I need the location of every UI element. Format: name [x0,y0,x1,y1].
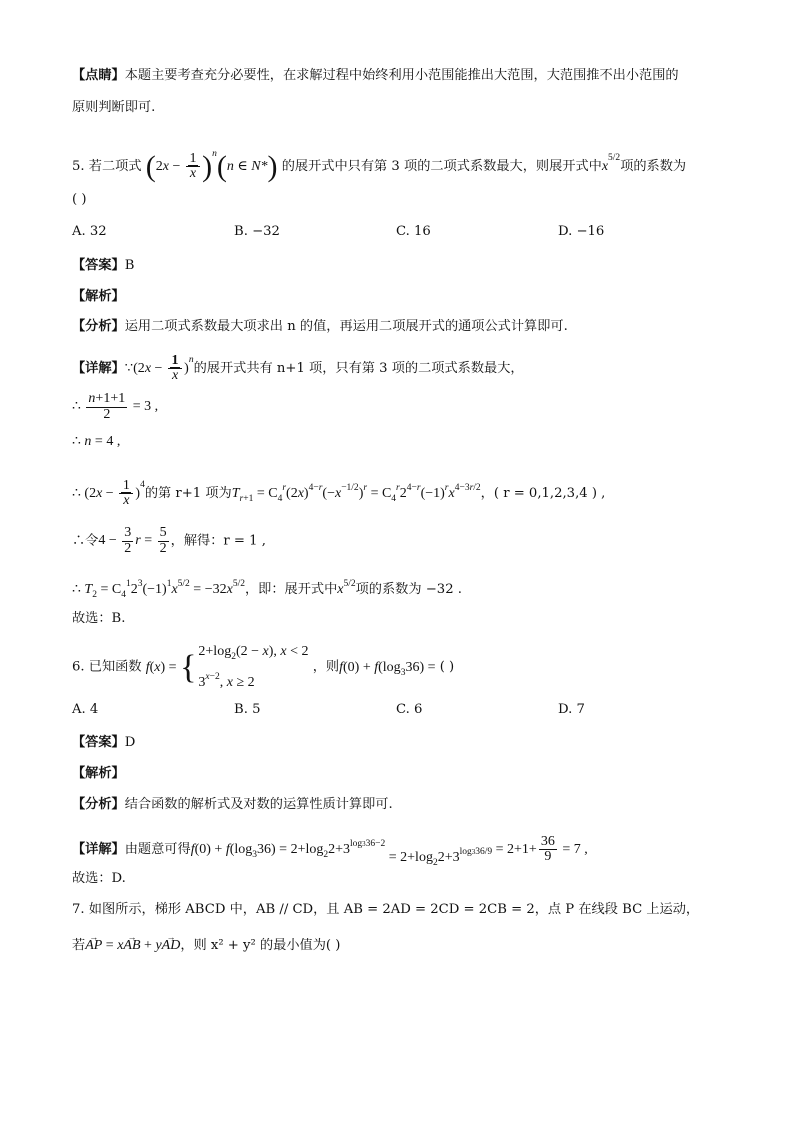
note-line-2: 原则判断即可. [72,100,156,115]
q5-option-c: C. 16 [396,224,431,239]
q6-detail: 【详解】由题意可得$f(0) + f(\log_336) = 2+\log_22+3^{log336-2} = 2+\log_22+3^{log336/9} = 2+1+$ $\frac{36}{9}$ = 7 , [72,833,588,868]
q5-choose: 故选：B. [72,611,126,626]
q6-fenxi: 【分析】结合函数的解析式及对数的运算性质计算即可. [72,797,393,812]
q6-function: f(x) = { $2+\log_2(2 - x)$, x < 2 $3^{x-2}$, x ≥ 2 [145,644,309,690]
q6-option-d: D. 7 [558,702,585,717]
q5-option-b: B. −32 [234,224,280,239]
q6-option-b: B. 5 [234,702,261,717]
q5-option-a: A. 32 [72,224,107,239]
q6-stem: 6. 已知函数 f(x) = { $2+\log_2(2 - x)$, x < 2 $3^{x-2}$, x ≥ 2 ，则$f(0) + f(\log_336)$ = ( ) [72,644,455,690]
q5-stem: 5. 若二项式 (2x − $\frac{1}{x}$ )$^n$(n ∈ N*) 的展开式中只有第 3 项的二项式系数最大，则展开式中$x^{5/2}$项的系数为 [72,149,687,183]
q7-stem-2: 若→ AP = x→ AB + y→ AD，则 x² + y² 的最小值为( ) [72,936,734,956]
q6-answer: 【答案】D [72,735,136,750]
q7-stem-1: 7. 如图所示，梯形 ABCD 中，AB // CD，且 AB = 2AD = 2CD = 2CB = 2，点 P 在线段 BC 上运动， [72,902,700,917]
q5-step-3: ∴ n = 4 , [72,434,121,449]
note-line-1: 【点睛】本题主要考查充分必要性，在求解过程中始终利用小范围能推出大范围，大范围推不出小范围的 [72,68,679,83]
q6-option-a: A. 4 [72,702,99,717]
q5-step-5: ∴令4 − $\frac{3}{2}$ r = $\frac{5}{2}$ ，解得：r = 1 , [72,525,266,556]
q5-paren: ( ) [72,192,87,207]
q5-answer: 【答案】B [72,258,135,273]
q5-step-4: ∴ (2x − $\frac{1}{x}$ )$^4$的第 r+1 项为$T_{r+1} = C_4^r(2x)^{4-r}(-x^{-1/2})^r = C_4^r2^{4-r}(-1)^rx^{4-3r/2}$，( r = 0,1,2,3,4 ) , [72,477,606,509]
note-tag: 【点睛】 [72,68,125,83]
q5-analysis-tag: 【解析】 [72,289,125,304]
q5-step-2: ∴ $\frac{n+1+1}{2}$ = 3 , [72,391,159,422]
q5-fenxi: 【分析】运用二项式系数最大项求出 n 的值，再运用二项展开式的通项公式计算即可. [72,319,568,334]
q6-analysis-tag: 【解析】 [72,766,125,781]
q5-binomial: (2x − $\frac{1}{x}$ )$^n$(n ∈ N*) [145,149,278,183]
q6-choose: 故选：D. [72,871,126,886]
q6-option-c: C. 6 [396,702,423,717]
q5-step-6: ∴ $T_2 = C_4^12^3(-1)^1x^{5/2} = -32x^{5/2}$，即：展开式中$x^{5/2}$项的系数为 −32 . [72,579,462,600]
q5-detail-1: 【详解】∵(2x − $\frac{1}{x}$ )$^n$的展开式共有 n+1 项，只有第 3 项的二项式系数最大， [72,352,524,384]
q5-option-d: D. −16 [558,224,605,239]
